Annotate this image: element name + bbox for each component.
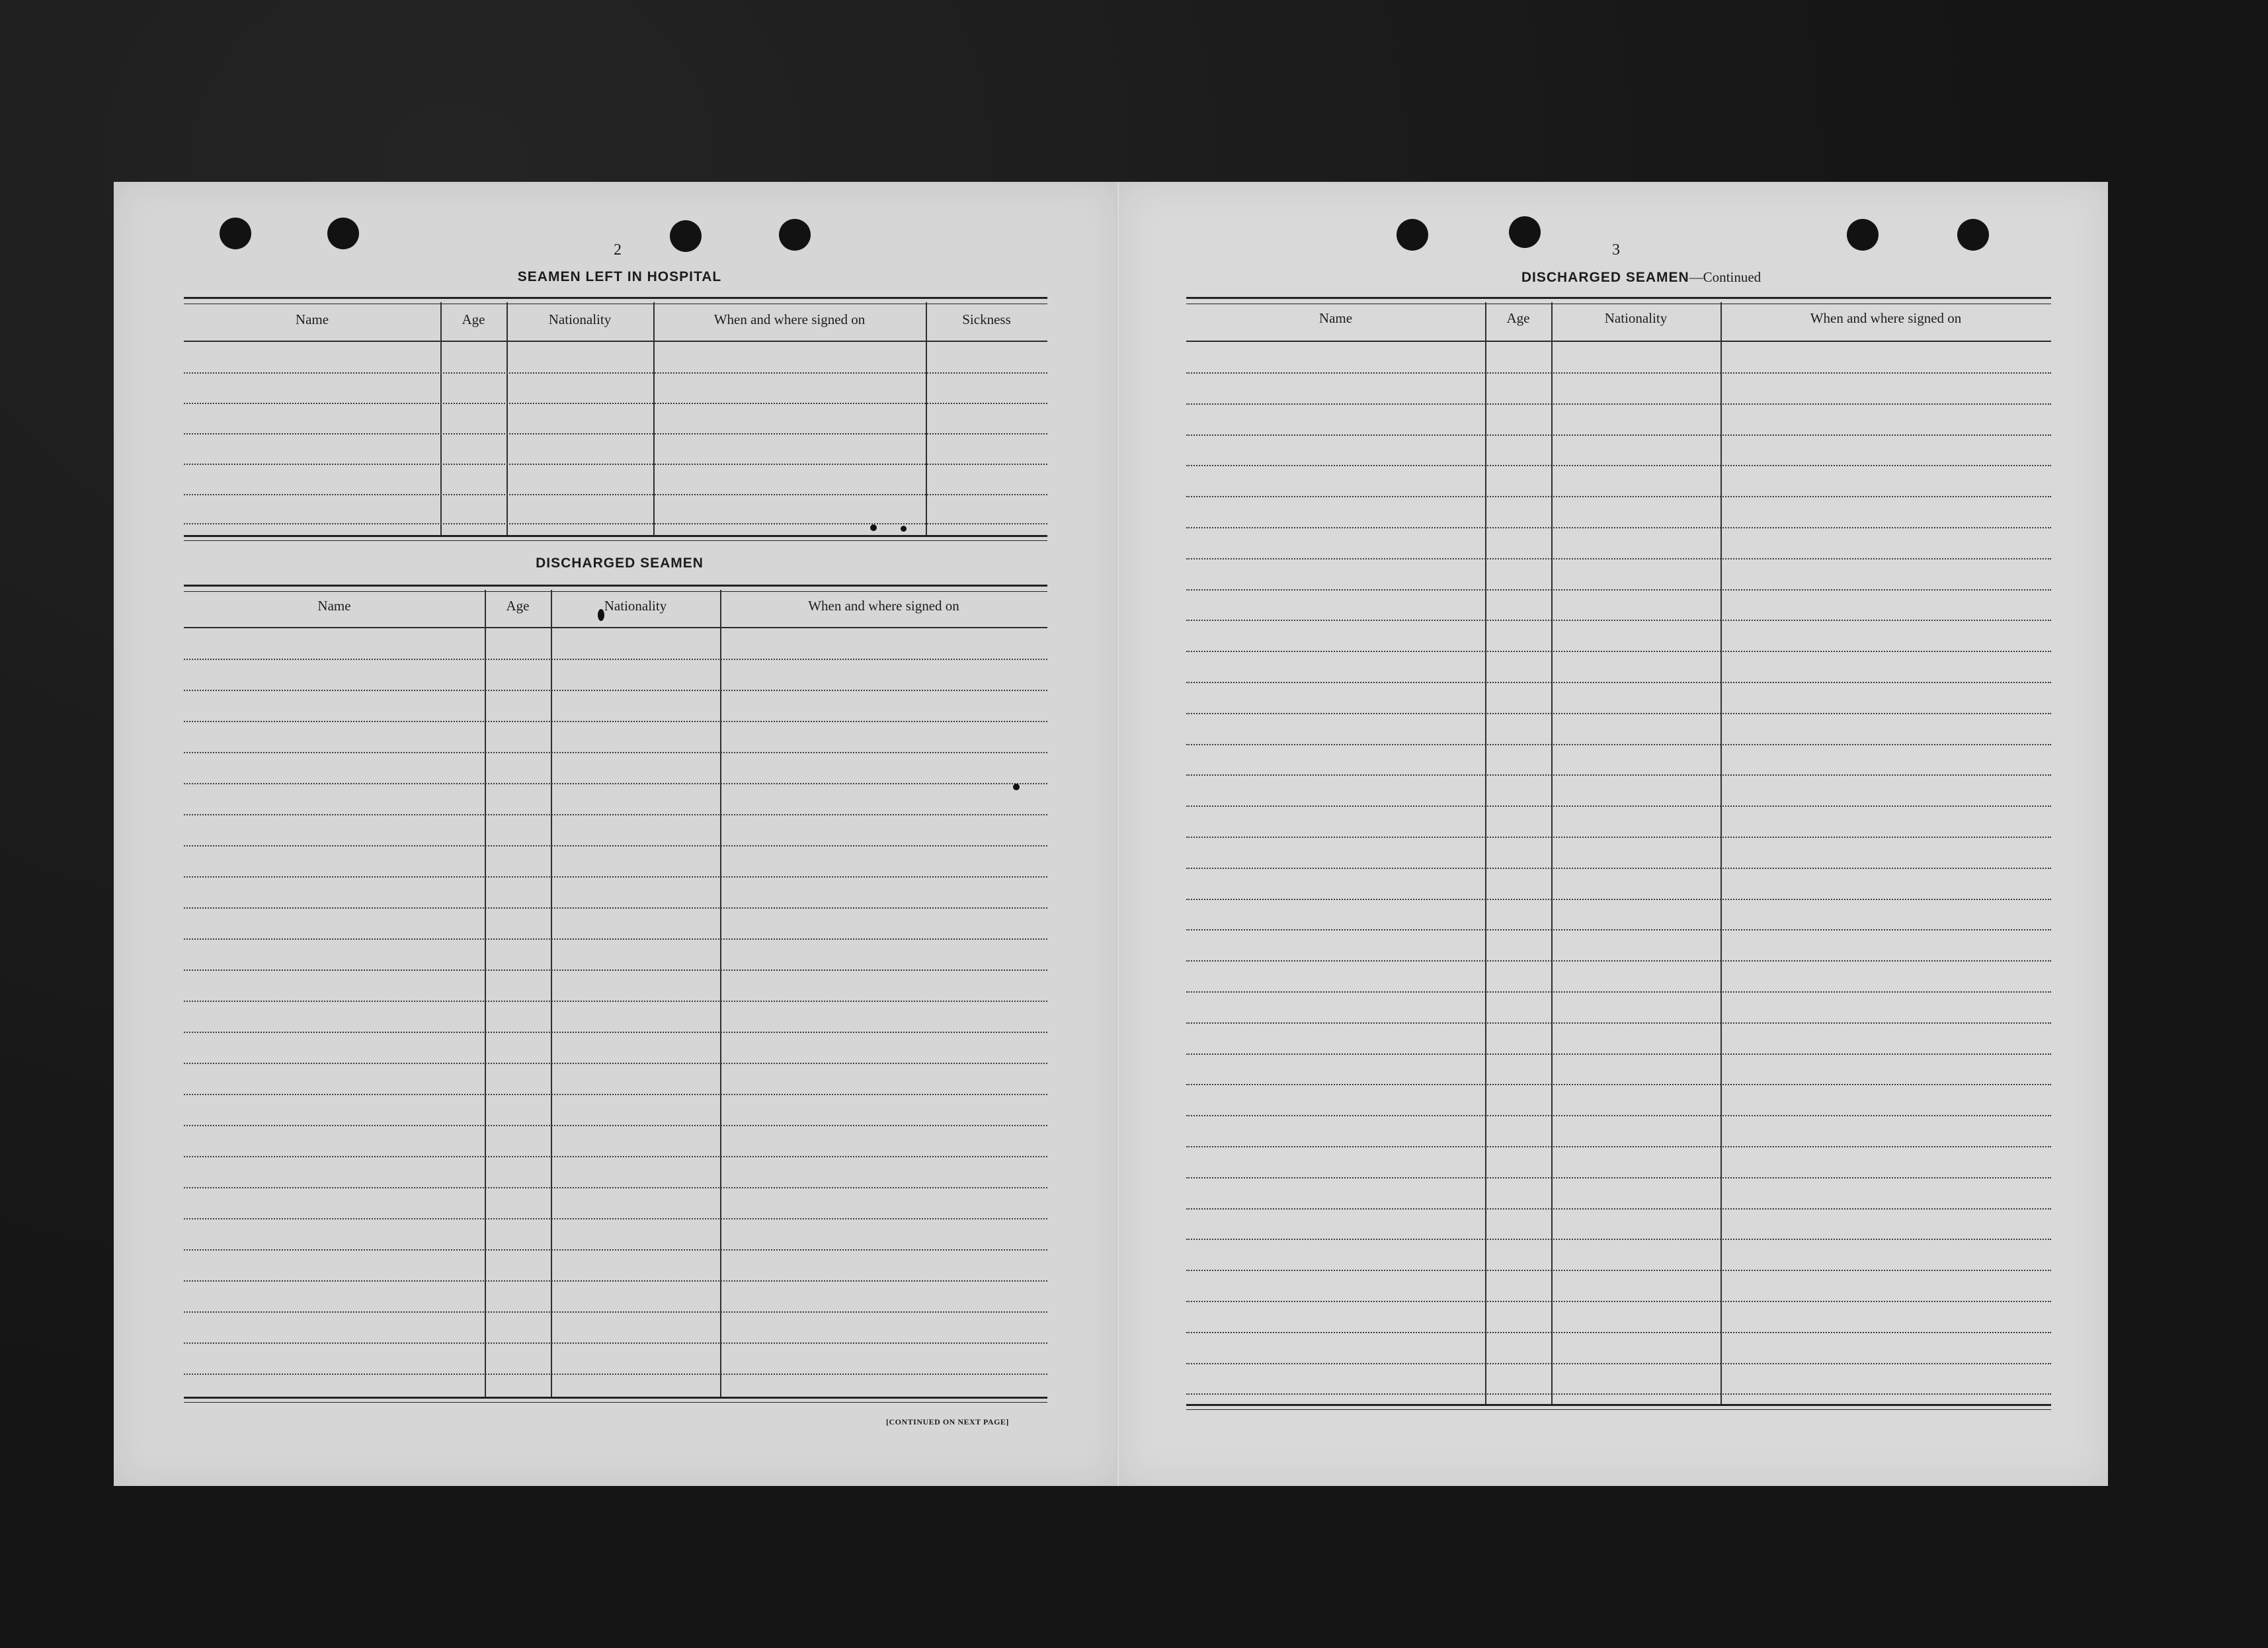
column-divider bbox=[551, 590, 552, 1397]
entry-row-line bbox=[1186, 1084, 2051, 1085]
entry-row-line bbox=[184, 721, 1047, 722]
entry-row-line bbox=[184, 876, 1047, 878]
entry-row-line bbox=[1186, 1270, 2051, 1271]
column-header-nationality: Nationality bbox=[604, 598, 667, 614]
column-header-name: Name bbox=[317, 598, 351, 614]
discharged-table bbox=[184, 585, 1047, 1405]
entry-row-line bbox=[1186, 1053, 2051, 1055]
entry-row-line bbox=[184, 1032, 1047, 1033]
entry-row-line bbox=[1186, 1146, 2051, 1147]
ink-speck bbox=[870, 524, 877, 531]
ink-speck bbox=[598, 609, 604, 621]
column-divider bbox=[485, 590, 486, 1397]
entry-row-line bbox=[184, 1374, 1047, 1375]
entry-row-line bbox=[184, 1187, 1047, 1188]
entry-row-line bbox=[1186, 496, 2051, 497]
entry-row-line bbox=[1186, 868, 2051, 869]
column-header-when-where: When and where signed on bbox=[713, 311, 866, 327]
table-bottom-rule bbox=[1186, 1404, 2051, 1410]
entry-row-line bbox=[1186, 1208, 2051, 1210]
column-divider bbox=[926, 302, 927, 536]
entry-row-line bbox=[184, 1311, 1047, 1313]
column-header-name: Name bbox=[1318, 310, 1353, 326]
entry-row-line bbox=[184, 938, 1047, 940]
column-header-sickness: Sickness bbox=[962, 311, 1011, 327]
column-divider bbox=[440, 302, 442, 536]
table-top-rule bbox=[184, 297, 1047, 304]
section-title-text: DISCHARGED SEAMEN bbox=[1521, 270, 1689, 285]
column-header-nationality: Nationality bbox=[1604, 310, 1668, 326]
entry-row-line bbox=[184, 433, 1047, 434]
section-title-hospital: SEAMEN LEFT IN HOSPITAL bbox=[517, 269, 722, 284]
ink-speck bbox=[1013, 784, 1020, 790]
entry-row-line bbox=[184, 783, 1047, 784]
column-divider bbox=[506, 302, 508, 536]
entry-row-line bbox=[184, 372, 1047, 374]
column-header-when-where: When and where signed on bbox=[1810, 310, 1962, 326]
entry-row-line bbox=[1186, 837, 2051, 838]
entry-row-line bbox=[1186, 960, 2051, 962]
entry-row-line bbox=[184, 1218, 1047, 1219]
entry-row-line bbox=[1186, 1177, 2051, 1178]
entry-row-line bbox=[184, 752, 1047, 753]
column-header-age: Age bbox=[1506, 310, 1530, 326]
punch-hole bbox=[327, 218, 359, 249]
entry-row-line bbox=[1186, 805, 2051, 807]
entry-row-line bbox=[1186, 403, 2051, 405]
entry-row-line bbox=[184, 814, 1047, 815]
entry-row-line bbox=[1186, 682, 2051, 683]
entry-row-line bbox=[184, 403, 1047, 404]
entry-row-line bbox=[1186, 899, 2051, 900]
table-top-rule bbox=[184, 585, 1047, 592]
column-header-when-where: When and where signed on bbox=[808, 598, 959, 614]
table-bottom-rule bbox=[184, 1397, 1047, 1403]
column-header-age: Age bbox=[462, 311, 485, 327]
section-title-discharged-continued bbox=[1119, 269, 2164, 286]
table-top-rule bbox=[1186, 297, 2051, 304]
page-number: 2 bbox=[614, 241, 622, 259]
column-header-age: Age bbox=[506, 598, 530, 614]
punch-hole bbox=[1397, 219, 1428, 251]
entry-row-line bbox=[1186, 372, 2051, 374]
entry-row-line bbox=[184, 1001, 1047, 1002]
entry-row-line bbox=[184, 494, 1047, 495]
entry-row-line bbox=[184, 1094, 1047, 1095]
punch-hole bbox=[1509, 216, 1541, 248]
entry-row-line bbox=[184, 1249, 1047, 1251]
entry-row-line bbox=[184, 969, 1047, 971]
entry-row-line bbox=[184, 464, 1047, 465]
entry-row-line bbox=[1186, 1363, 2051, 1364]
entry-row-line bbox=[1186, 434, 2051, 436]
punch-hole bbox=[779, 219, 811, 251]
entry-row-line bbox=[1186, 744, 2051, 745]
entry-row-line bbox=[1186, 991, 2051, 993]
punch-hole bbox=[220, 218, 251, 249]
column-header-nationality: Nationality bbox=[548, 311, 612, 327]
entry-row-line bbox=[1186, 713, 2051, 714]
section-title-suffix: —Continued bbox=[1689, 269, 1762, 285]
entry-row-line bbox=[1186, 1022, 2051, 1024]
entry-row-line bbox=[1186, 620, 2051, 621]
section-title-discharged: DISCHARGED SEAMEN bbox=[536, 556, 704, 571]
column-divider bbox=[720, 590, 721, 1397]
entry-row-line bbox=[184, 1125, 1047, 1126]
entry-row-line bbox=[1186, 465, 2051, 466]
left-page bbox=[114, 182, 1119, 1486]
table-bottom-rule bbox=[184, 535, 1047, 541]
entry-row-line bbox=[184, 523, 1047, 524]
entry-row-line bbox=[1186, 1393, 2051, 1395]
entry-row-line bbox=[184, 1063, 1047, 1064]
entry-row-line bbox=[184, 1342, 1047, 1344]
entry-row-line bbox=[184, 659, 1047, 660]
punch-hole bbox=[1847, 219, 1879, 251]
entry-row-line bbox=[1186, 589, 2051, 591]
entry-row-line bbox=[184, 1156, 1047, 1157]
discharged-table-continued bbox=[1186, 297, 2051, 1408]
ink-speck bbox=[901, 526, 907, 532]
entry-row-line bbox=[1186, 1239, 2051, 1240]
entry-row-line bbox=[1186, 558, 2051, 559]
column-header-name: Name bbox=[295, 311, 329, 327]
entry-row-line bbox=[184, 690, 1047, 691]
entry-row-line bbox=[1186, 651, 2051, 652]
entry-row-line bbox=[1186, 929, 2051, 930]
entry-row-line bbox=[184, 845, 1047, 846]
right-page bbox=[1119, 182, 2108, 1486]
punch-hole bbox=[670, 220, 702, 252]
entry-row-line bbox=[184, 1280, 1047, 1282]
entry-row-line bbox=[184, 907, 1047, 909]
entry-row-line bbox=[1186, 1301, 2051, 1302]
header-rule bbox=[1186, 341, 2051, 342]
entry-row-line bbox=[1186, 1332, 2051, 1333]
header-rule bbox=[184, 341, 1047, 342]
entry-row-line bbox=[1186, 774, 2051, 776]
entry-row-line bbox=[1186, 1115, 2051, 1116]
entry-row-line bbox=[1186, 527, 2051, 528]
punch-hole bbox=[1957, 219, 1989, 251]
header-rule bbox=[184, 627, 1047, 628]
column-divider bbox=[653, 302, 655, 536]
page-number: 3 bbox=[1612, 241, 1620, 259]
continued-note: [CONTINUED ON NEXT PAGE] bbox=[886, 1417, 1009, 1426]
